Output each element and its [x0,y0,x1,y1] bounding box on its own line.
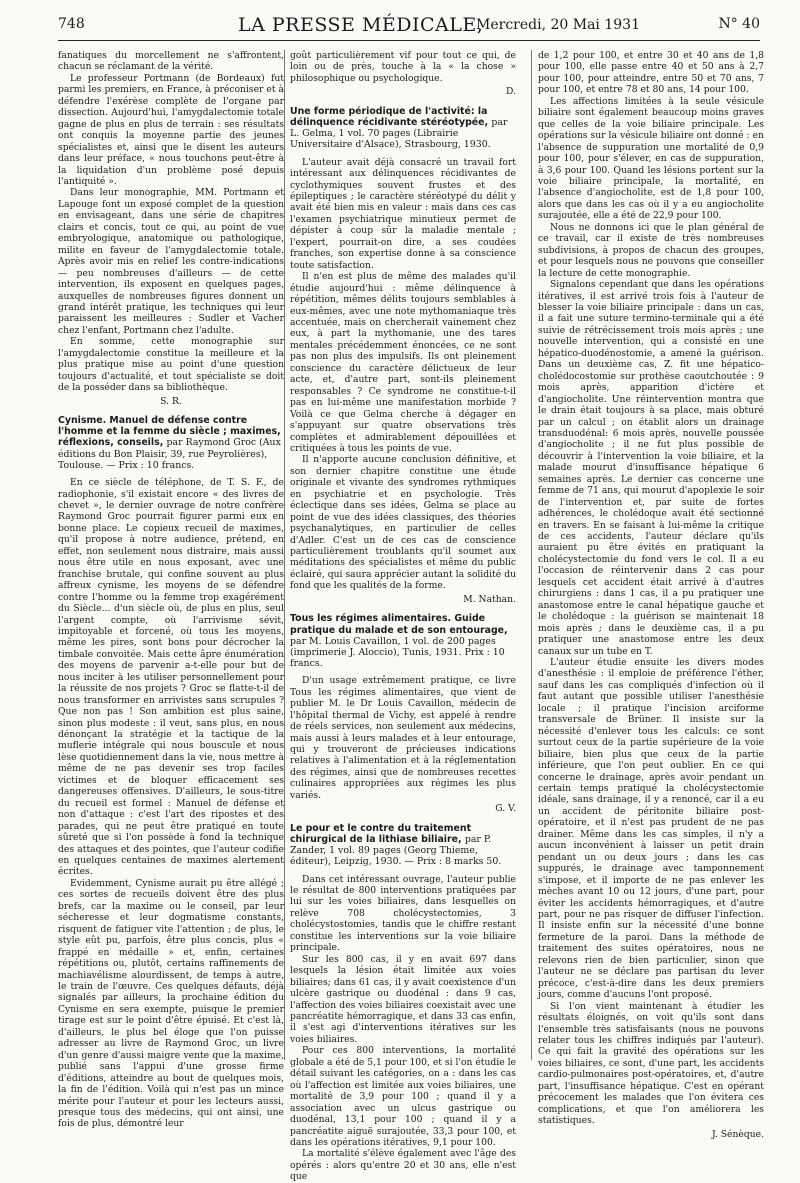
column-1 [58,50,284,1130]
paragraph: de 1,2 pour 100, et entre 30 et 40 ans de 1,8 pour 100, elle passe entre 40 et 50 ans à 2,7 pour 100, pour atteindre, entre 50 et 70 ans, 7 pour 100, et entre 78 et 80 ans, 14 pour 100. [538,50,764,96]
paragraph: Pour ces 800 interventions, la mortalité globale a été de 5,1 pour 100, et si l'on étudie le détail suivant les catégories, on a : dans les cas où l'affection est limitée aux voies biliaires, une mortalité de 3,9 pour 100 ; quand il y a association avec un ulcus gastrique ou duodénal, 13,1 pour 100 ; quand il y a pancréatite aiguë surajoutée, 33,3 pour 100, et dans les opérations itératives, 9,1 pour 100. [290,1045,516,1148]
reviewer-signature: D. [506,86,516,98]
book-meta: par P. Zander, 1 vol. 89 pages (Georg Thieme, éditeur), Leipzig, 1930. — Prix : 8 marks 50. [290,833,502,868]
book-meta: par L. Gelma, 1 vol. 70 pages (Librairie Universitaire d'Alsace), Strasbourg, 1930. [290,117,508,151]
paragraph: D'un usage extrêmement pratique, ce livre Tous les régimes alimentaires, que vient de publier M. le Dr Louis Cavaillon, médecin de l'hôpital thermal de Vichy, est appelé à rendre de réels services, non seulement aux médecins, mais aussi à leurs malades et à leur entourage, qui y trouveront de précieuses indications relatives à l'alimentation et à la réglementation des régimes, ainsi que de nombreuses recettes culinaires appropriées aux régimes les plus variés. [290,675,516,801]
paragraph: Dans leur monographie, MM. Portmann et Lapouge font un exposé complet de la question en envisageant, dans une série de chapitres clairs et concis, tout ce qui, au point de vue embryologique, anatomique ou pathologique, milite en faveur de l'amygdalectomie totale. Après avoir mis en relief les contre-indications — peu nombreuses d'ailleurs — de cette intervention, ils exposent en quelques pages, auxquelles de nombreuses figures donnent un grand intérêt pratique, les techniques qui leur paraissent les meilleures : Sudler et Vacher chez l'enfant, Portmann chez l'adulte. [58,187,284,336]
paragraph: Il n'apporte aucune conclusion définitive, et son dernier chapitre constitue une étude originale et vivante des syndromes rythmiques en psychiatrie et en psychologie. Très éclectique dans ses idées, Gelma se place au point de vue des idées classiques, des théories psychanalytiques, en particulier de celles d'Adler. C'est un de ces cas de conscience particulièrement troublants qu'il soumet aux méditations des spécialistes et même du public éclairé, qui saura apprécier autant la solidité du fond que les qualités de la forme. [290,454,516,592]
page-number: 748 [58,16,85,32]
issue-number: N° 40 [718,16,760,32]
paragraph: Le professeur Portmann (de Bordeaux) fut parmi les premiers, en France, à préconiser et à défendre l'exérèse complète de l'organe par dissection. Aujourd'hui, l'amygdalectomie totale gagne de plus en plus de terrain : ses résultats ont conquis la moyenne partie des jeunes spécialistes et, ainsi que le disent les auteurs dans leur préface, « nous touchons peut-être à la liquidation d'un problème posé depuis l'antiquité ». [58,72,284,187]
page-header [58,14,760,41]
paragraph: Si l'on vient maintenant à étudier les résultats éloignés, on voit qu'ils sont dans l'ensemble très satisfaisants (nous ne pouvons relater tous les chiffres indiqués par l'auteur). Ce qui fait la gravité des opérations sur les voies biliaires, ce sont, d'une part, les accidents cardio-pulmonaires post-opératoires, et, d'autre part, l'insuffisance hépatique. C'est en opérant précocement les malades que l'on évitera ces complications, et que l'on améliorera les statistiques. [538,1000,764,1127]
journal-title: LA PRESSE MÉDICALE, [238,14,484,36]
paragraph: Nous ne donnons ici que le plan général de ce travail, car il existe de très nombreuses subdivisions, à propos de chacun des groupes, et pour lesquels nous ne pouvons que conseiller la lecture de cette monographie. [538,221,764,279]
reviewer-signature: G. V. [495,803,516,815]
issue-date: Mercredi, 20 Mai 1931 [476,17,640,33]
column-3 [538,50,764,1143]
paragraph: Dans cet intéressant ouvrage, l'auteur publie le résultat de 800 interventions pratiquées par lui sur les voies biliaires, dans lesquelles on relève 708 cholécystectomies, 3 cholécystostomies, tandis que le chiffre restant constitue les interventions sur la voie biliaire principale. [290,873,516,954]
column-2 [290,50,516,1183]
paragraph: En ce siècle de téléphone, de T. S. F., de radiophonie, s'il existait encore « des livres de chevet », le dernier ouvrage de notre confrère Raymond Groc pourrait figurer parmi eux en bonne place. Le copieux recueil de maximes, qu'il propose à notre audience, prétend, en effet, non seulement nous distraire, mais aussi nous être utile en nous exposant, avec une franchise brutale, qui confine souvent au plus affreux cynisme, les moyens de se défendre contre l'homme ou la femme trop exagérément du Siècle... d'un siècle où, de plus en plus, seul l'argent compte, où l'arrivisme sévit, impitoyable et forcené, où tous les moyens, même les pires, sont bons pour décrocher la timbale convoitée. Mais cette âpre énumération des moyens de parvenir a-t-elle pour but de nous inciter à les utiliser personnellement pour la réussite de nos projets ? Groc se flatte-t-il de nous transformer en arrivistes sans scrupules ? Que non pas ! Son ambition est plus saine, sinon plus modeste : il veut, sans plus, en nous dénonçant la stratégie et la tactique de la muflerie intégrale qui nous bouscule et nous lèse quotidiennement dans la vie, nous mettre à même de ne pas devenir ses trop faciles victimes et de bloquer efficacement ses dangereuses offensives. D'ailleurs, le sous-titre du recueil est formel : Manuel de défense et non d'attaque : c'est l'art des ripostes et des parades, qui ne peut être pratiqué en toute sûreté que si l'on possède à fond la technique des attaques et des pointes, que l'auteur codifie en quelques centaines de maximes alertement écrites. [58,477,284,878]
reviewer-signature: S. R. [160,395,182,407]
reviewer-signature: M. Nathan. [463,593,516,605]
paragraph: La mortalité s'élève également avec l'âge des opérés : alors qu'entre 20 et 30 ans, elle n'est que [290,1148,516,1183]
book-title: Une forme périodique de l'activité: la délinquence récidivante stéréotypée, [290,105,489,129]
paragraph: Evidemment, Cynisme aurait pu être allégé ; ces sortes de recueils doivent être des plus brefs, car la maxime ou le conseil, par leur sécheresse et leur dogmatisme constants, risquent de fatiguer vite l'attention ; de plus, le style eût pu, parfois, être plus concis, plus « frappé en médaille » et, enfin, certaines répétitions ou, plutôt, certains raffinements de machiavélisme alourdissent, de temps à autre, le train de l'œuvre. Ces quelques défauts, déjà signalés par ailleurs, la prochaine édition du Cynisme en sera exempte, puisque le premier tirage est sur le point d'être épuisé. Et c'est là, d'ailleurs, le plus bel éloge que l'on puisse adresser au livre de Raymond Groc, un livre d'un genre d'aussi maigre vente que la maxime, publié sans l'appui d'une grosse firme d'éditions, atteindre au bout de quelques mois, la fin de l'édition. Voilà qui n'est pas un mince mérite pour l'auteur et pour les lecteurs aussi, presque tous des médecins, qui ont ainsi, une fois de plus, démontré leur [58,877,284,1130]
paragraph: L'auteur étudie ensuite les divers modes d'anesthésie : il emploie de préférence l'éther, sauf dans les cas compliqués d'infection où il faut autant que possible utiliser l'anesthésie locale ; il pratique l'incision arciforme transversale de Brüner. Il insiste sur la nécessité d'enlever tous les calculs: ce sont surtout ceux de la partie supérieure de la voie biliaire, bien plus que ceux de la partie inférieure, que l'on peut oublier. En ce qui concerne le drainage, après avoir pendant un certain temps pratiqué la cholécystectomie idéale, sans drainage, il y a renoncé, car il a eu un accident de péritonite biliaire post-opératoire, et il n'est pas prudent de ne pas drainer. Même dans les cas simples, il n'y a aucun inconvénient à laisser un petit drain pendant un ou deux jours ; dans les cas suppurés, le drainage avec tamponnement s'impose, et il importe de ne pas enlever les mèches avant 10 ou 12 jours, d'une part, pour éviter les accidents hémorragiques, et d'autre part, pour ne pas risquer de diffuser l'infection. Il insiste enfin sur la nécessité d'une bonne fermeture de la paroi. Dans la méthode de traitement des suites opératoires, nous ne relevons rien de bien particulier, sinon que l'auteur ne se déclare pas partisan du lever précoce, c'est-à-dire dans les deux premiers jours, comme d'aucuns l'ont proposé. [538,657,764,1001]
paragraph: L'auteur avait déjà consacré un travail fort intéressant aux délinquences récidivantes de cyclothymiques souvent frustes et des épileptiques ; le caractère stéréotypé du délit y avait été bien mis en valeur : mais dans ces cas l'examen psychiatrique minutieux permet de dépister à coup sûr la maladie mentale ; l'expert, pourrait-on dire, a ses coudées franches, son expertise donne à sa conscience toute satisfaction. [290,156,516,271]
book-title: Cynisme. Manuel de défense contre l'homme et la femme du siècle ; maximes, réflexions, conseils, [58,415,281,449]
paragraph: fanatiques du morcellement ne s'affrontent, chacun se réclamant de la vérité. [58,50,284,73]
review-heading [290,823,516,868]
paragraph: goût particulièrement vif pour tout ce qui, de loin ou de près, touche à la « la chose » philosophique ou psychologique. [290,50,516,84]
paragraph: Sur les 800 cas, il y en avait 697 dans lesquels la lésion était limitée aux voies biliaires; dans 61 cas, il y avait coexistence d'un ulcère gastrique ou duodénal : dans 9 cas, l'affection des voies biliaires coexistait avec une pancréatite hémorragique, et dans 33 cas enfin, il s'est agi d'interventions itératives sur les voies biliaires. [290,953,516,1045]
paragraph: Signalons cependant que dans les opérations itératives, il est arrivé trois fois à l'auteur de blesser la voie biliaire principale : dans un cas, il a fait une suture termino-terminale qui a été suivie de rétrécissement trois mois après ; une nouvelle intervention, qui a consisté en une hépatico-duodénostomie, a amené la guérison. Dans un deuxième cas, Z. fit une hépatico-cholédocostomie sur prothèse caoutchoutée : 9 mois après, apparition d'ictère et d'angiocholite. Une réintervention montra que le drain était toujours à sa place, mais obturé par un calcul ; on établit alors un drainage transduodénal: 6 mois après, nouvelle poussée d'angiocholite ; il ne fut plus possible de découvrir à l'intervention la voie biliaire, et la malade mourut d'insuffisance hépatique 6 semaines après. Le dernier cas concerne une femme de 71 ans, qui mourut d'apoplexie le soir de l'intervention et, par suite de fortes adhérences, le cholédoque avait été sectionné en travers. En se faisant à lui-même la critique de ces accidents, l'auteur déclare qu'ils auraient pu être évités en pratiquant la cholécystectomie du fond vers le col. Il a eu l'occasion de réintervenir dans 2 cas pour lesquels cet accident était arrivé à d'autres chirurgiens : dans 1 cas, il a pu pratiquer une anastomose entre le canal hépatique gauche et le cholédoque : la guérison se maintenait 18 mois après ; dans le deuxième cas, il a pu pratiquer une anastomose entre les deux canaux sur un tube en T. [538,279,764,657]
column-divider [531,50,532,1060]
review-heading [58,415,284,471]
review-heading [290,613,516,669]
book-title: Tous les régimes alimentaires. Guide pratique du malade et de son entourage, [290,613,508,636]
column-divider [284,50,285,1060]
paragraph: Il n'en est plus de même des malades qu'il étudie aujourd'hui : même délinquence à répétition, mêmes délits toujours semblables à eux-mêmes, avec une note mythomaniaque très accentuée, mais on chercherait vainement chez eux, à part la mythomanie, une des tares mentales précédemment énoncées, ce ne sont pas non plus des impulsifs. Ils ont pleinement conscience du caractère délictueux de leur acte, et, d'autre part, sont-ils pleinement responsables ? Ce syndrome ne constitue-t-il pas en lui-même une manifestation morbide ? Voilà ce que Gelma cherche à dégager en s'appuyant sur quatre observations très complètes et admirablement dépouillées et critiquées à tous les points de vue. [290,271,516,454]
book-title: Le pour et le contre du traitement chirurgical de la lithiase biliaire, [290,822,472,845]
paragraph: Les affections limitées à la seule vésicule biliaire sont également beaucoup moins graves que celles de la voie biliaire principale. Les opérations sur la vésicule biliaire ont donné : en l'absence de suppuration une mortalité de 0,9 pour 100, pour s'élever, en cas de suppuration, à 3,6 pour 100. Quand les lésions portent sur la voie biliaire principale, la mortalité, en l'absence d'angiocholite, est de 1,8 pour 100, alors que dans les cas où il y a eu angiocholite surajoutée, elle a été de 22,9 pour 100. [538,95,764,222]
reviewer-signature: J. Sénèque. [711,1128,764,1140]
book-meta: par Raymond Groc (Aux éditions du Bon Plaisir, 39, rue Peyrolières), Toulouse. — Prix : 10 francs. [58,437,281,471]
paragraph: En somme, cette monographie sur l'amygdalectomie constitue la meilleure et la plus pratique mise au point d'une question toujours d'actualité, et tout spécialiste se doit de la posséder dans sa bibliothèque. [58,336,284,394]
book-meta: par M. Louis Cavaillon, 1 vol. de 200 pages (imprimerie J. Aloccio), Tunis, 1931. Prix : 10 francs. [290,635,505,670]
review-heading [290,106,516,151]
